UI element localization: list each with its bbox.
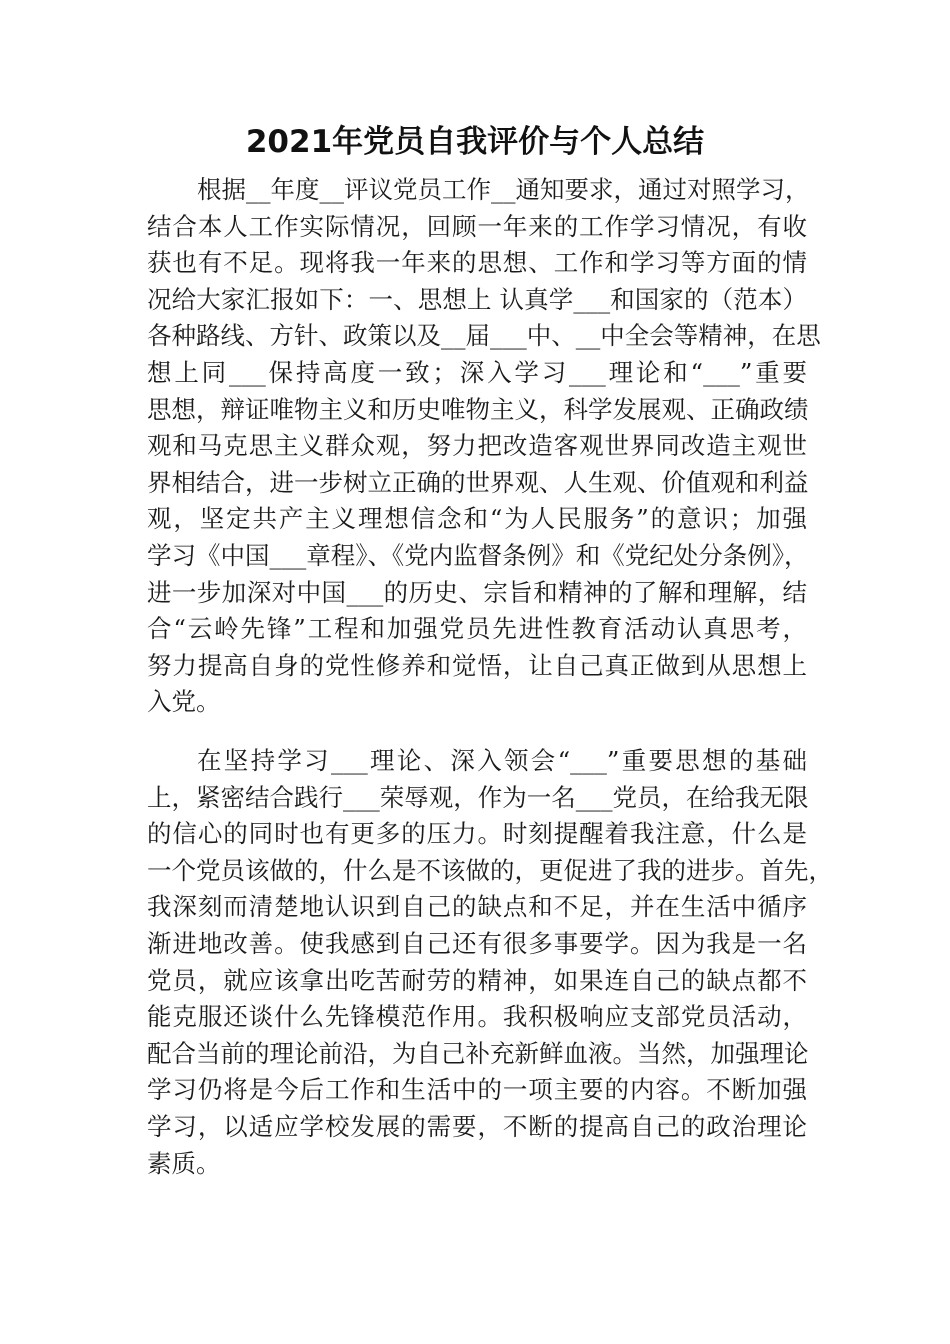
text-line: 渐进地改善。使我感到自己还有很多事要学。因为我是一名 xyxy=(147,928,807,958)
paragraph-1 xyxy=(147,172,821,721)
text-line: 想上同___保持高度一致；深入学习___理论和“___”重要 xyxy=(147,357,807,387)
text-line: 的信心的同时也有更多的压力。时刻提醒着我注意，什么是 xyxy=(147,819,807,849)
text-line: 各种路线、方针、政策以及__届___中、__中全会等精神，在思 xyxy=(147,321,821,351)
text-line: 学习《中国___章程》、《党内监督条例》和《党纪处分条例》， xyxy=(147,540,809,570)
text-line: 根据__年度__评议党员工作__通知要求，通过对照学习， xyxy=(197,175,810,204)
text-line: 观和马克思主义群众观，努力把改造客观世界同改造主观世 xyxy=(147,431,807,461)
text-line: 况给大家汇报如下：一、思想上 认真学___和国家的（范本） xyxy=(147,284,807,314)
text-line: 在坚持学习___理论、深入领会“___”重要思想的基础 xyxy=(197,746,807,775)
text-line: 结合本人工作实际情况，回顾一年来的工作学习情况，有收 xyxy=(147,211,807,241)
text-line: 学习，以适应学校发展的需要，不断的提高自己的政治理论 xyxy=(147,1111,807,1141)
text-line: 获也有不足。现将我一年来的思想、工作和学习等方面的情 xyxy=(147,248,807,278)
text-line: 观，坚定共产主义理想信念和“为人民服务”的意识；加强 xyxy=(147,504,807,534)
text-line: 能克服还谈什么先锋模范作用。我积极响应支部党员活动， xyxy=(147,1002,807,1032)
text-line: 党员，就应该拿出吃苦耐劳的精神，如果连自己的缺点都不 xyxy=(147,965,807,995)
text-line: 一个党员该做的，什么是不该做的，更促进了我的进步。首先， xyxy=(147,855,833,885)
text-line: 思想，辩证唯物主义和历史唯物主义，科学发展观、正确政绩 xyxy=(147,394,809,424)
text-line: 学习仍将是今后工作和生活中的一项主要的内容。不断加强 xyxy=(147,1075,807,1105)
text-line: 界相结合，进一步树立正确的世界观、人生观、价值观和利益 xyxy=(147,467,809,497)
text-line: 进一步加深对中国___的历史、宗旨和精神的了解和理解，结 xyxy=(147,577,807,607)
document-title: 2021年党员自我评价与个人总结 xyxy=(245,124,705,160)
text-line: 合“云岭先锋”工程和加强党员先进性教育活动认真思考， xyxy=(147,614,807,644)
text-line: 努力提高自身的党性修养和觉悟，让自己真正做到从思想上 xyxy=(147,650,807,680)
paragraph-2 xyxy=(147,743,833,1182)
text-line: 入党。 xyxy=(147,687,221,717)
text-line: 素质。 xyxy=(147,1148,221,1178)
text-line: 配合当前的理论前沿，为自己补充新鲜血液。当然，加强理论 xyxy=(147,1038,809,1068)
text-line: 我深刻而清楚地认识到自己的缺点和不足，并在生活中循序 xyxy=(147,892,807,922)
text-line: 上，紧密结合践行___荣辱观，作为一名___党员，在给我无限 xyxy=(147,782,809,812)
